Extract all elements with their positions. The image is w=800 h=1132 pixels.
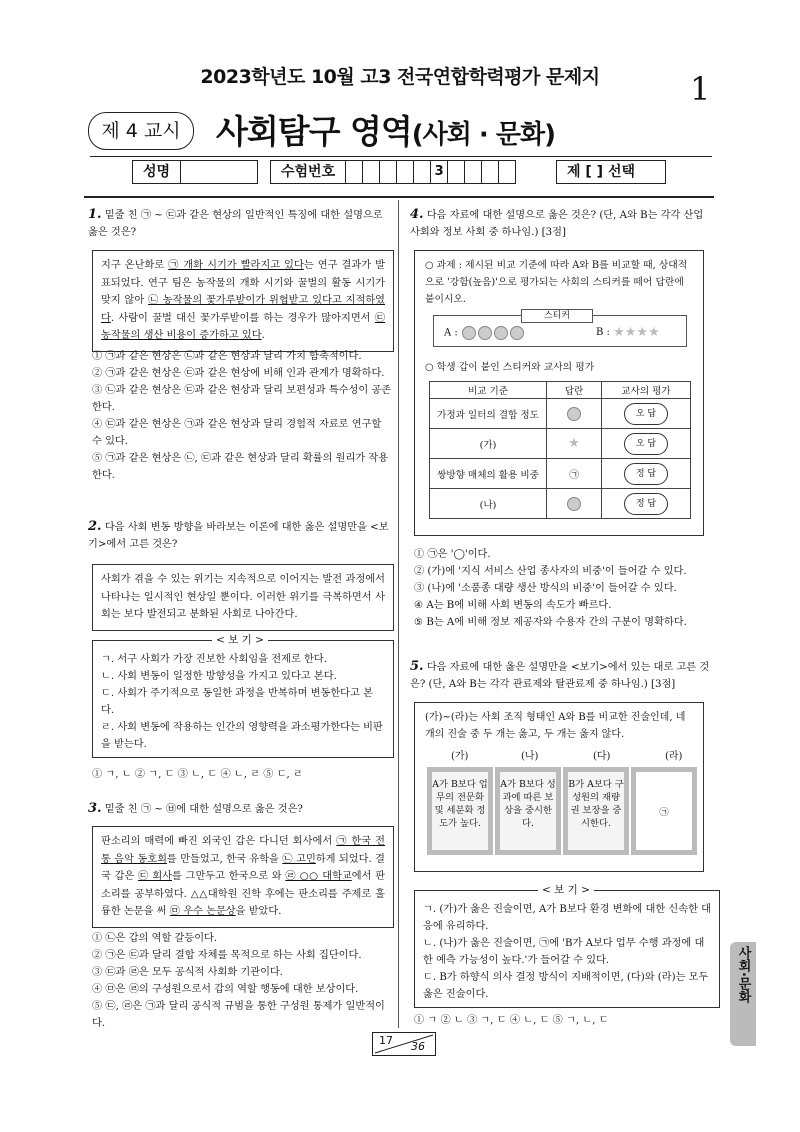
- eval-title: ○ 학생 갑이 붙인 스티커와 교사의 평가: [425, 362, 595, 373]
- star-sticker-icon: ★: [624, 325, 637, 340]
- passage-text: 는 연구 결과가 발표되었다. 연구 팀은 농작물의 개화 시기와 꿀벌의 활동 시기가 맞지 않아: [101, 260, 385, 306]
- id-cell: [448, 161, 465, 183]
- bogi-item: ㄷ. B가 하향식 의사 결정 방식이 지배적이면, (다)와 (라)는 모두 옳은 진술이다.: [423, 972, 709, 1000]
- bogi-item: ㄱ. 서구 사회가 가장 진보한 사회임을 전제로 한다.: [101, 654, 327, 665]
- passage-text: . 사람이 꿀벌 대신 꽃가루받이를 하는 경우가 많아지면서: [110, 312, 375, 324]
- eval-cell: [602, 399, 691, 429]
- underline-b: ㉡ 고민: [282, 853, 316, 865]
- subject-side-tab: [730, 942, 756, 1046]
- question-5-bogi: [414, 890, 720, 1008]
- answer-cell: [547, 429, 602, 459]
- underline-c: ㉢ 농작물의 생산 비용이 증가하고 있다: [101, 312, 385, 341]
- question-1-passage: [92, 250, 394, 352]
- total-pages: 36: [411, 1040, 425, 1053]
- question-1-options: [92, 348, 392, 484]
- id-cell-digit: 3: [431, 161, 448, 183]
- question-number: 5.: [410, 659, 424, 674]
- answer-option[interactable]: ② ㉠은 ㉢과 달리 결합 자체를 목적으로 하는 사회 집단이다.: [92, 950, 362, 961]
- card-label: (다): [593, 751, 611, 762]
- circle-sticker-icon: [567, 497, 581, 511]
- bogi-title: < 보 기 >: [212, 632, 268, 647]
- underline-c: ㉢ 회사: [137, 871, 173, 882]
- table-header: 답란: [547, 382, 602, 399]
- bogi-item: ㄴ. (나)가 옳은 진술이면, ㉠에 'B가 A보다 업무 수행 과정에 대한 예측 가능성이 높다.'가 들어갈 수 있다.: [423, 938, 705, 966]
- answer-cell: [547, 489, 602, 519]
- bogi-item: ㄷ. 사회가 주기적으로 동일한 과정을 반복하며 변동한다고 본다.: [101, 688, 373, 716]
- passage-text: 를 그만두고 한국으로 와: [172, 871, 286, 882]
- name-label: 성명: [133, 161, 181, 183]
- question-5-material: [414, 702, 704, 872]
- id-cell: [346, 161, 363, 183]
- card-label: (가): [451, 751, 469, 762]
- bogi-item: ㄴ. 사회 변동이 일정한 방향성을 가지고 있다고 본다.: [101, 671, 337, 682]
- question-2-stem: [88, 518, 390, 553]
- statement-card-blank: ㉠: [631, 767, 697, 855]
- passage-text: .: [261, 330, 265, 341]
- question-5-options[interactable]: ① ㄱ ② ㄴ ③ ㄱ, ㄷ ④ ㄴ, ㄷ ⑤ ㄱ, ㄴ, ㄷ: [414, 1015, 609, 1026]
- bogi-title: < 보 기 >: [538, 882, 594, 897]
- underline-b: ㉡ 농작물의 꽃가루받이가 위협받고 있다고 지적하였다: [101, 295, 385, 324]
- sticker-b-label: B :: [596, 327, 610, 338]
- circle-sticker-icon: [510, 326, 524, 340]
- table-header: 비교 기준: [430, 382, 547, 399]
- question-text: 밑줄 친 ㉠ ~ ㉢과 같은 현상의 일반적인 특징에 대한 설명으로 옳은 것은?: [88, 210, 383, 238]
- criterion-cell: 가정과 일터의 결합 정도: [430, 399, 547, 429]
- card-label: (라): [665, 751, 683, 762]
- id-cell: [465, 161, 482, 183]
- material-text: (가)~(라)는 사회 조직 형태인 A와 B를 비교한 진술인데, 네 개의 진술 중 두 개는 옳고, 두 개는 옳지 않다.: [425, 712, 686, 740]
- answer-option[interactable]: ⑤ ㉢, ㉣은 ㉠과 달리 공식적 규범을 통한 구성원 통제가 일반적이다.: [92, 1001, 385, 1029]
- question-text: 밑줄 친 ㉠ ~ ㉥에 대한 설명으로 옳은 것은?: [104, 804, 303, 815]
- sticker-a-label: A :: [444, 327, 458, 339]
- underline-e: ㉤ 우수 논문상: [169, 906, 236, 917]
- task-text: ○ 과제 : 제시된 비교 기준에 따라 A와 B를 비교할 때, 상대적으로 '강함(높음)'으로 평가되는 사회의 스티커를 떼어 답란에 붙이시오.: [425, 260, 688, 305]
- id-label: 수험번호: [271, 161, 346, 183]
- id-cell: [414, 161, 431, 183]
- answer-option[interactable]: ② (가)에 '지식 서비스 산업 종사자의 비중'이 들어갈 수 있다.: [414, 566, 687, 577]
- question-3-stem: [88, 800, 390, 818]
- star-sticker-icon: ★: [568, 436, 580, 451]
- answer-option[interactable]: ③ (나)에 '소품종 대량 생산 방식의 비중'이 들어갈 수 있다.: [414, 583, 677, 594]
- side-tab-label: 사회·문화: [735, 946, 751, 1003]
- eval-cell: [602, 459, 691, 489]
- question-number: 2.: [88, 519, 102, 534]
- header-rule: [90, 156, 712, 157]
- question-1-stem: [88, 206, 390, 241]
- current-page: 17: [379, 1034, 393, 1047]
- answer-cell: [547, 399, 602, 429]
- star-sticker-icon: ★: [613, 325, 625, 340]
- answer-option[interactable]: ① ㉡은 갑의 역할 갈등이다.: [92, 933, 218, 944]
- answer-cell: ㉠: [547, 459, 602, 489]
- subject-title: [216, 106, 555, 153]
- id-cell: [482, 161, 499, 183]
- header-bottom-rule: [84, 196, 714, 198]
- id-cell: [363, 161, 380, 183]
- id-field: [270, 160, 516, 184]
- criterion-cell: 쌍방향 매체의 활용 비중: [430, 459, 547, 489]
- card-row: [427, 767, 693, 857]
- correct-face-icon: 정 답: [624, 493, 668, 515]
- statement-card: A가 B보다 성과에 따른 보상을 중시한다.: [495, 767, 561, 855]
- period-badge: 제 4 교시: [88, 112, 194, 150]
- eval-table: [429, 381, 691, 519]
- passage-text: 판소리의 매력에 빠진 외국인 갑은 다니던 회사에서: [101, 836, 337, 847]
- question-text: 다음 자료에 대한 옳은 설명만을 <보기>에서 있는 대로 고른 것은? (단, A와 B는 각각 관료제와 탈관료제 중 하나임.) [3점]: [410, 662, 710, 690]
- choice-field: [556, 160, 666, 184]
- page-indicator: [372, 1032, 436, 1056]
- answer-option[interactable]: ③ ㉡과 같은 현상은 ㉢과 같은 현상과 달리 보편성과 특수성이 공존한다.: [92, 385, 392, 413]
- question-number: 3.: [88, 801, 102, 816]
- question-text: 다음 사회 변동 방향을 바라보는 이론에 대한 옳은 설명만을 <보기>에서 고른 것은?: [88, 522, 389, 550]
- question-5-stem: [410, 658, 716, 693]
- star-sticker-icon: ★: [648, 325, 660, 340]
- id-cell: [499, 161, 515, 183]
- circle-sticker-icon: [567, 407, 581, 421]
- star-sticker-icon: ★: [636, 325, 649, 340]
- sticker-b: [596, 325, 660, 340]
- exam-title: 2023학년도 10월 고3 전국연합학력평가 문제지: [200, 66, 600, 88]
- statement-card: A가 B보다 업무의 전문화 및 세분화 정도가 높다.: [427, 767, 493, 855]
- answer-option[interactable]: ① ㉠과 같은 현상은 ㉡과 같은 현상과 달리 가치 함축적이다.: [92, 351, 362, 362]
- wrong-face-icon: 오 답: [624, 433, 668, 455]
- eval-cell: [602, 429, 691, 459]
- question-4-stem: [410, 206, 716, 241]
- answer-option[interactable]: ④ ㉤은 ㉣의 구성원으로서 갑의 역할 행동에 대한 보상이다.: [92, 984, 359, 995]
- answer-option[interactable]: ③ ㉢과 ㉣은 모두 공식적 사회화 기관이다.: [92, 967, 284, 978]
- circle-sticker-icon: [494, 326, 508, 340]
- passage-text: 에서 판소리를 공부하였다. △△대학원 진학 후에는 판소리를 주제로 훌륭한 논문을 써: [101, 871, 385, 917]
- criterion-cell: (나): [430, 489, 547, 519]
- answer-option[interactable]: ⑤ ㉠과 같은 현상은 ㉡, ㉢과 같은 현상과 달리 확률의 원리가 작용한다.: [92, 453, 389, 481]
- passage-text: 지구 온난화로: [101, 260, 169, 271]
- wrong-face-icon: 오 답: [624, 403, 668, 425]
- card-label: (나): [521, 751, 539, 762]
- subject-main: 사회탐구 영역: [216, 112, 412, 151]
- id-cell: [380, 161, 397, 183]
- question-2-bogi: [92, 640, 394, 758]
- eval-cell: [602, 489, 691, 519]
- answer-option[interactable]: ④ ㉢과 같은 현상은 ㉠과 같은 현상과 달리 경험적 자료로 연구할 수 있다.: [92, 419, 382, 447]
- bogi-item: ㄱ. (가)가 옳은 진술이면, A가 B보다 환경 변화에 대한 신속한 대응에 유리하다.: [423, 904, 711, 932]
- page-number: 1: [690, 70, 711, 108]
- statement-card: B가 A보다 구성원의 재량권 보장을 중시한다.: [563, 767, 629, 855]
- question-number: 1.: [88, 207, 102, 222]
- sticker-a: [444, 326, 525, 340]
- question-3-options: [92, 930, 392, 1032]
- id-cell: [397, 161, 414, 183]
- criterion-cell: (가): [430, 429, 547, 459]
- sticker-title: 스티커: [521, 309, 593, 323]
- circle-sticker-icon: [462, 326, 476, 340]
- underline-a: ㉠ 한국 전통 음악 동호회: [101, 836, 385, 865]
- answer-option[interactable]: ⑤ B는 A에 비해 정보 제공자와 수용자 간의 구분이 명확하다.: [414, 617, 687, 628]
- passage-text: 하게 되었다. 결국 갑은: [101, 853, 386, 882]
- name-field: [132, 160, 258, 184]
- question-2-options[interactable]: ① ㄱ, ㄴ ② ㄱ, ㄷ ③ ㄴ, ㄷ ④ ㄴ, ㄹ ⑤ ㄷ, ㄹ: [92, 769, 303, 780]
- correct-face-icon: 정 답: [624, 463, 668, 485]
- answer-option[interactable]: ② ㉠과 같은 현상은 ㉢과 같은 현상에 비해 인과 관계가 명확하다.: [92, 368, 385, 379]
- table-header: 교사의 평가: [602, 382, 691, 399]
- answer-option[interactable]: ① ㉠은 '◯'이다.: [414, 549, 491, 560]
- question-number: 4.: [410, 207, 424, 222]
- subject-sub: (사회 · 문화): [411, 120, 555, 150]
- answer-option[interactable]: ④ A는 B에 비해 사회 변동의 속도가 빠르다.: [414, 600, 612, 611]
- column-divider: [398, 200, 399, 1028]
- question-4-options: [414, 546, 716, 631]
- bogi-item: ㄹ. 사회 변동에 작용하는 인간의 영향력을 과소평가한다는 비판을 받는다.: [101, 722, 383, 750]
- passage-text: 을 받았다.: [235, 906, 282, 917]
- question-4-material: [414, 250, 704, 536]
- choice-label: 제 [ ] 선택: [567, 164, 635, 180]
- underline-a: ㉠ 개화 시기가 빨라지고 있다: [168, 260, 304, 271]
- question-3-passage: [92, 826, 394, 928]
- underline-d: ㉣ ○○ 대학교: [285, 871, 352, 882]
- passage-text: 를 만들었고, 한국 유학을: [166, 853, 283, 865]
- question-text: 다음 자료에 대한 설명으로 옳은 것은? (단, A와 B는 각각 산업 사회와 정보 사회 중 하나임.) [3점]: [410, 210, 704, 238]
- circle-sticker-icon: [478, 326, 492, 340]
- question-2-passage: 사회가 겪을 수 있는 위기는 지속적으로 이어지는 발전 과정에서 나타나는 일시적인 현상일 뿐이다. 이러한 위기를 극복하면서 사회는 보다 발전되고 분화된 사회로 나아간다.: [92, 564, 394, 631]
